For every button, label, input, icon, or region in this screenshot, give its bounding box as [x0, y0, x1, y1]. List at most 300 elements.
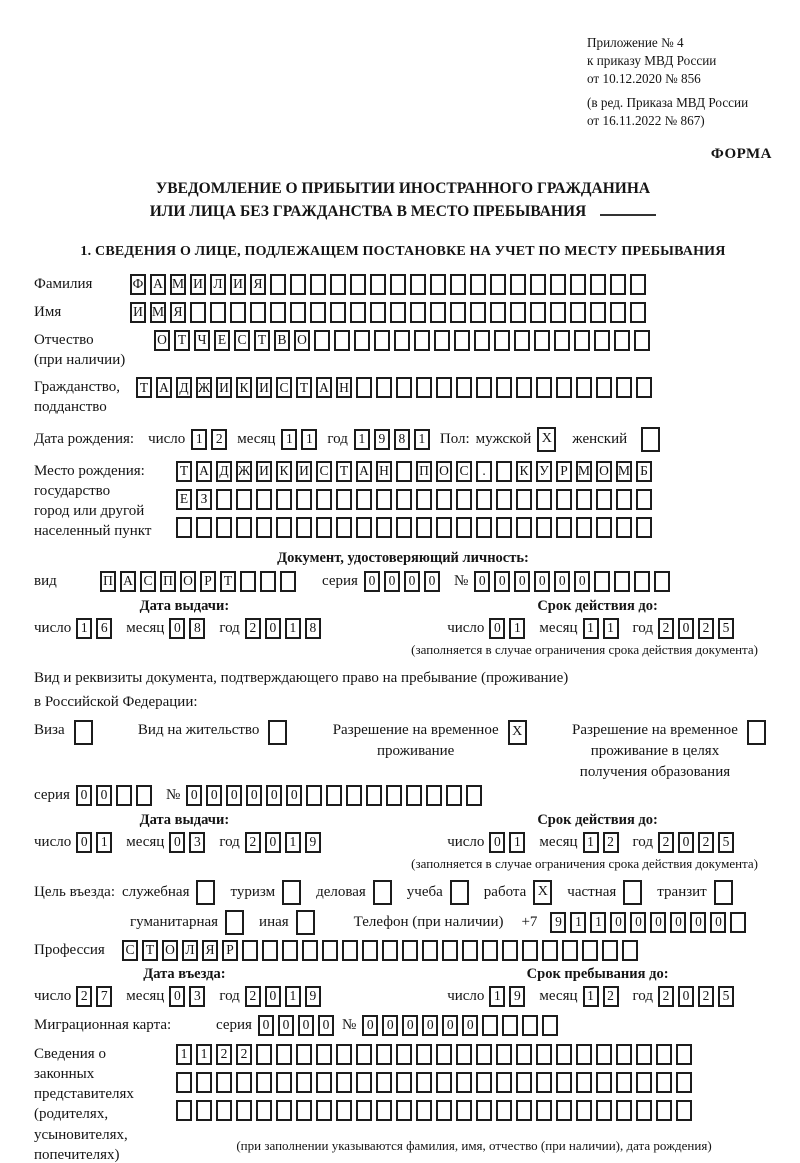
char-cell[interactable]: [522, 940, 538, 961]
checkbox-cell[interactable]: [747, 720, 766, 745]
char-cell[interactable]: [596, 1072, 612, 1093]
char-cell[interactable]: 0: [690, 912, 706, 933]
char-cell[interactable]: [530, 274, 546, 295]
char-cell[interactable]: С: [234, 330, 250, 351]
char-cell[interactable]: [482, 940, 498, 961]
char-cell[interactable]: [406, 785, 422, 806]
char-cell[interactable]: 6: [96, 618, 112, 639]
char-cell[interactable]: О: [162, 940, 178, 961]
char-cell[interactable]: [454, 330, 470, 351]
checkbox-cell[interactable]: X: [508, 720, 527, 745]
char-cell[interactable]: [416, 377, 432, 398]
char-cell[interactable]: 2: [698, 832, 714, 853]
char-cell[interactable]: [196, 1072, 212, 1093]
char-cell[interactable]: [570, 302, 586, 323]
char-cell[interactable]: [496, 1100, 512, 1121]
char-cell[interactable]: А: [196, 461, 212, 482]
char-cell[interactable]: [176, 517, 192, 538]
char-cell[interactable]: [556, 1100, 572, 1121]
char-cell[interactable]: [396, 461, 412, 482]
char-cell[interactable]: 7: [96, 986, 112, 1007]
char-cell[interactable]: [240, 571, 256, 592]
char-cell[interactable]: [556, 489, 572, 510]
char-cell[interactable]: 0: [710, 912, 726, 933]
char-cell[interactable]: [476, 1044, 492, 1065]
char-cell[interactable]: [322, 940, 338, 961]
char-cell[interactable]: [262, 940, 278, 961]
char-cell[interactable]: [556, 1072, 572, 1093]
char-cell[interactable]: 0: [169, 618, 185, 639]
char-cell[interactable]: Ж: [236, 461, 252, 482]
char-cell[interactable]: Т: [254, 330, 270, 351]
char-cell[interactable]: 1: [570, 912, 586, 933]
char-cell[interactable]: [476, 517, 492, 538]
char-cell[interactable]: И: [216, 377, 232, 398]
char-cell[interactable]: А: [356, 461, 372, 482]
char-cell[interactable]: [422, 940, 438, 961]
char-cell[interactable]: [456, 1044, 472, 1065]
char-cell[interactable]: [410, 274, 426, 295]
char-cell[interactable]: [596, 1100, 612, 1121]
char-cell[interactable]: [656, 1100, 672, 1121]
char-cell[interactable]: О: [154, 330, 170, 351]
char-cell[interactable]: [476, 1072, 492, 1093]
char-cell[interactable]: [382, 940, 398, 961]
checkbox-cell[interactable]: [196, 880, 215, 905]
char-cell[interactable]: [446, 785, 462, 806]
char-cell[interactable]: [302, 940, 318, 961]
char-cell[interactable]: [176, 1100, 192, 1121]
char-cell[interactable]: 0: [610, 912, 626, 933]
char-cell[interactable]: [574, 330, 590, 351]
char-cell[interactable]: [554, 330, 570, 351]
char-cell[interactable]: [390, 302, 406, 323]
char-cell[interactable]: Т: [142, 940, 158, 961]
char-cell[interactable]: [116, 785, 132, 806]
char-cell[interactable]: 1: [176, 1044, 192, 1065]
char-cell[interactable]: [516, 377, 532, 398]
char-cell[interactable]: 0: [384, 571, 400, 592]
char-cell[interactable]: [450, 302, 466, 323]
checkbox-cell[interactable]: [714, 880, 733, 905]
char-cell[interactable]: Ч: [194, 330, 210, 351]
char-cell[interactable]: [336, 489, 352, 510]
char-cell[interactable]: [630, 274, 646, 295]
char-cell[interactable]: 0: [424, 571, 440, 592]
char-cell[interactable]: [316, 517, 332, 538]
char-cell[interactable]: [196, 1100, 212, 1121]
char-cell[interactable]: Д: [216, 461, 232, 482]
char-cell[interactable]: [416, 1072, 432, 1093]
char-cell[interactable]: Н: [376, 461, 392, 482]
char-cell[interactable]: [216, 1072, 232, 1093]
char-cell[interactable]: [490, 302, 506, 323]
char-cell[interactable]: Я: [202, 940, 218, 961]
char-cell[interactable]: [290, 274, 306, 295]
char-cell[interactable]: З: [196, 489, 212, 510]
char-cell[interactable]: [390, 274, 406, 295]
char-cell[interactable]: [316, 1072, 332, 1093]
char-cell[interactable]: 0: [169, 832, 185, 853]
char-cell[interactable]: [656, 1044, 672, 1065]
char-cell[interactable]: С: [316, 461, 332, 482]
char-cell[interactable]: [496, 1044, 512, 1065]
char-cell[interactable]: 5: [718, 986, 734, 1007]
char-cell[interactable]: [236, 1072, 252, 1093]
char-cell[interactable]: [354, 330, 370, 351]
char-cell[interactable]: Т: [220, 571, 236, 592]
checkbox-cell[interactable]: [623, 880, 642, 905]
char-cell[interactable]: А: [316, 377, 332, 398]
char-cell[interactable]: [282, 940, 298, 961]
checkbox-cell[interactable]: X: [537, 427, 556, 452]
char-cell[interactable]: 9: [509, 986, 525, 1007]
char-cell[interactable]: [510, 302, 526, 323]
char-cell[interactable]: [550, 302, 566, 323]
char-cell[interactable]: [362, 940, 378, 961]
checkbox-cell[interactable]: [268, 720, 287, 745]
char-cell[interactable]: [296, 1100, 312, 1121]
char-cell[interactable]: [476, 489, 492, 510]
char-cell[interactable]: [374, 330, 390, 351]
char-cell[interactable]: [516, 1044, 532, 1065]
char-cell[interactable]: 0: [206, 785, 222, 806]
char-cell[interactable]: С: [122, 940, 138, 961]
char-cell[interactable]: [522, 1015, 538, 1036]
char-cell[interactable]: [306, 785, 322, 806]
char-cell[interactable]: Е: [176, 489, 192, 510]
char-cell[interactable]: [236, 1100, 252, 1121]
char-cell[interactable]: [594, 571, 610, 592]
char-cell[interactable]: 0: [574, 571, 590, 592]
char-cell[interactable]: 2: [603, 832, 619, 853]
char-cell[interactable]: [590, 274, 606, 295]
char-cell[interactable]: 0: [534, 571, 550, 592]
char-cell[interactable]: 2: [236, 1044, 252, 1065]
char-cell[interactable]: 1: [191, 429, 207, 450]
char-cell[interactable]: С: [140, 571, 156, 592]
char-cell[interactable]: [356, 517, 372, 538]
char-cell[interactable]: [496, 461, 512, 482]
char-cell[interactable]: Я: [170, 302, 186, 323]
char-cell[interactable]: [536, 377, 552, 398]
char-cell[interactable]: [436, 489, 452, 510]
char-cell[interactable]: [242, 940, 258, 961]
char-cell[interactable]: И: [230, 274, 246, 295]
char-cell[interactable]: 2: [245, 986, 261, 1007]
char-cell[interactable]: 1: [590, 912, 606, 933]
char-cell[interactable]: 0: [422, 1015, 438, 1036]
char-cell[interactable]: [556, 517, 572, 538]
char-cell[interactable]: 2: [245, 618, 261, 639]
char-cell[interactable]: Е: [214, 330, 230, 351]
char-cell[interactable]: И: [190, 274, 206, 295]
char-cell[interactable]: [536, 1072, 552, 1093]
char-cell[interactable]: Т: [336, 461, 352, 482]
char-cell[interactable]: [256, 489, 272, 510]
char-cell[interactable]: [136, 785, 152, 806]
char-cell[interactable]: [636, 1072, 652, 1093]
char-cell[interactable]: [676, 1044, 692, 1065]
char-cell[interactable]: [426, 785, 442, 806]
char-cell[interactable]: [616, 377, 632, 398]
char-cell[interactable]: [236, 517, 252, 538]
char-cell[interactable]: [330, 274, 346, 295]
char-cell[interactable]: [496, 517, 512, 538]
char-cell[interactable]: [314, 330, 330, 351]
char-cell[interactable]: [430, 302, 446, 323]
char-cell[interactable]: 0: [96, 785, 112, 806]
char-cell[interactable]: [482, 1015, 498, 1036]
char-cell[interactable]: [434, 330, 450, 351]
checkbox-cell[interactable]: [373, 880, 392, 905]
char-cell[interactable]: [276, 489, 292, 510]
char-cell[interactable]: [596, 377, 612, 398]
char-cell[interactable]: [462, 940, 478, 961]
char-cell[interactable]: 1: [96, 832, 112, 853]
char-cell[interactable]: 0: [246, 785, 262, 806]
char-cell[interactable]: [276, 1100, 292, 1121]
char-cell[interactable]: 2: [76, 986, 92, 1007]
char-cell[interactable]: 9: [374, 429, 390, 450]
char-cell[interactable]: И: [296, 461, 312, 482]
char-cell[interactable]: [350, 302, 366, 323]
char-cell[interactable]: [356, 377, 372, 398]
char-cell[interactable]: 1: [583, 618, 599, 639]
char-cell[interactable]: [356, 1072, 372, 1093]
char-cell[interactable]: [356, 489, 372, 510]
char-cell[interactable]: [516, 1100, 532, 1121]
char-cell[interactable]: 1: [414, 429, 430, 450]
char-cell[interactable]: [176, 1072, 192, 1093]
char-cell[interactable]: [634, 330, 650, 351]
char-cell[interactable]: 0: [226, 785, 242, 806]
char-cell[interactable]: [676, 1100, 692, 1121]
char-cell[interactable]: 0: [678, 618, 694, 639]
char-cell[interactable]: [614, 330, 630, 351]
char-cell[interactable]: 1: [285, 618, 301, 639]
char-cell[interactable]: 0: [402, 1015, 418, 1036]
char-cell[interactable]: 1: [281, 429, 297, 450]
char-cell[interactable]: [456, 1100, 472, 1121]
char-cell[interactable]: 0: [258, 1015, 274, 1036]
char-cell[interactable]: [296, 517, 312, 538]
char-cell[interactable]: [616, 1072, 632, 1093]
char-cell[interactable]: [414, 330, 430, 351]
char-cell[interactable]: [494, 330, 510, 351]
char-cell[interactable]: Д: [176, 377, 192, 398]
char-cell[interactable]: [316, 1044, 332, 1065]
char-cell[interactable]: 1: [76, 618, 92, 639]
char-cell[interactable]: [230, 302, 246, 323]
char-cell[interactable]: [410, 302, 426, 323]
char-cell[interactable]: [450, 274, 466, 295]
char-cell[interactable]: [356, 1100, 372, 1121]
char-cell[interactable]: 8: [189, 618, 205, 639]
checkbox-cell[interactable]: [74, 720, 93, 745]
char-cell[interactable]: Н: [336, 377, 352, 398]
char-cell[interactable]: [470, 302, 486, 323]
char-cell[interactable]: А: [120, 571, 136, 592]
char-cell[interactable]: [562, 940, 578, 961]
char-cell[interactable]: [196, 517, 212, 538]
char-cell[interactable]: 1: [354, 429, 370, 450]
char-cell[interactable]: [570, 274, 586, 295]
char-cell[interactable]: [436, 1044, 452, 1065]
char-cell[interactable]: [370, 302, 386, 323]
char-cell[interactable]: [256, 517, 272, 538]
char-cell[interactable]: [470, 274, 486, 295]
char-cell[interactable]: [256, 1044, 272, 1065]
char-cell[interactable]: Ф: [130, 274, 146, 295]
char-cell[interactable]: [442, 940, 458, 961]
char-cell[interactable]: [656, 1072, 672, 1093]
char-cell[interactable]: [316, 489, 332, 510]
char-cell[interactable]: П: [160, 571, 176, 592]
char-cell[interactable]: [550, 274, 566, 295]
char-cell[interactable]: [496, 489, 512, 510]
char-cell[interactable]: Р: [222, 940, 238, 961]
char-cell[interactable]: [330, 302, 346, 323]
char-cell[interactable]: 0: [286, 785, 302, 806]
char-cell[interactable]: 2: [216, 1044, 232, 1065]
char-cell[interactable]: [676, 1072, 692, 1093]
char-cell[interactable]: [456, 1072, 472, 1093]
char-cell[interactable]: [276, 1044, 292, 1065]
char-cell[interactable]: М: [576, 461, 592, 482]
char-cell[interactable]: К: [236, 377, 252, 398]
char-cell[interactable]: [430, 274, 446, 295]
char-cell[interactable]: 1: [603, 618, 619, 639]
char-cell[interactable]: 2: [245, 832, 261, 853]
char-cell[interactable]: [556, 1044, 572, 1065]
char-cell[interactable]: [336, 517, 352, 538]
char-cell[interactable]: [536, 1100, 552, 1121]
char-cell[interactable]: [616, 517, 632, 538]
char-cell[interactable]: [316, 1100, 332, 1121]
char-cell[interactable]: В: [274, 330, 290, 351]
char-cell[interactable]: [654, 571, 670, 592]
char-cell[interactable]: 1: [285, 986, 301, 1007]
char-cell[interactable]: [534, 330, 550, 351]
char-cell[interactable]: 2: [211, 429, 227, 450]
char-cell[interactable]: [396, 1044, 412, 1065]
char-cell[interactable]: [276, 1072, 292, 1093]
char-cell[interactable]: Т: [296, 377, 312, 398]
char-cell[interactable]: К: [516, 461, 532, 482]
char-cell[interactable]: [456, 489, 472, 510]
char-cell[interactable]: [416, 1100, 432, 1121]
char-cell[interactable]: [256, 1100, 272, 1121]
char-cell[interactable]: [280, 571, 296, 592]
char-cell[interactable]: 1: [301, 429, 317, 450]
char-cell[interactable]: [326, 785, 342, 806]
char-cell[interactable]: 0: [514, 571, 530, 592]
char-cell[interactable]: 0: [670, 912, 686, 933]
char-cell[interactable]: И: [256, 377, 272, 398]
char-cell[interactable]: 9: [305, 832, 321, 853]
char-cell[interactable]: 5: [718, 618, 734, 639]
char-cell[interactable]: [386, 785, 402, 806]
char-cell[interactable]: [416, 517, 432, 538]
char-cell[interactable]: [476, 1100, 492, 1121]
char-cell[interactable]: Б: [636, 461, 652, 482]
char-cell[interactable]: [590, 302, 606, 323]
checkbox-cell[interactable]: [225, 910, 244, 935]
char-cell[interactable]: [496, 377, 512, 398]
char-cell[interactable]: С: [276, 377, 292, 398]
char-cell[interactable]: 0: [678, 832, 694, 853]
char-cell[interactable]: [616, 1044, 632, 1065]
char-cell[interactable]: М: [616, 461, 632, 482]
checkbox-cell[interactable]: X: [533, 880, 552, 905]
char-cell[interactable]: 0: [362, 1015, 378, 1036]
char-cell[interactable]: 1: [285, 832, 301, 853]
char-cell[interactable]: .: [476, 461, 492, 482]
char-cell[interactable]: [396, 489, 412, 510]
char-cell[interactable]: Р: [200, 571, 216, 592]
char-cell[interactable]: К: [276, 461, 292, 482]
char-cell[interactable]: 0: [442, 1015, 458, 1036]
char-cell[interactable]: [376, 489, 392, 510]
char-cell[interactable]: [602, 940, 618, 961]
char-cell[interactable]: 0: [169, 986, 185, 1007]
char-cell[interactable]: [516, 517, 532, 538]
char-cell[interactable]: [542, 940, 558, 961]
char-cell[interactable]: [402, 940, 418, 961]
char-cell[interactable]: [190, 302, 206, 323]
char-cell[interactable]: [336, 1072, 352, 1093]
char-cell[interactable]: [636, 489, 652, 510]
char-cell[interactable]: [250, 302, 266, 323]
char-cell[interactable]: [576, 1072, 592, 1093]
char-cell[interactable]: [576, 1100, 592, 1121]
checkbox-cell[interactable]: [641, 427, 660, 452]
char-cell[interactable]: [346, 785, 362, 806]
char-cell[interactable]: [376, 517, 392, 538]
char-cell[interactable]: Т: [174, 330, 190, 351]
char-cell[interactable]: 9: [550, 912, 566, 933]
char-cell[interactable]: [366, 785, 382, 806]
char-cell[interactable]: 0: [278, 1015, 294, 1036]
char-cell[interactable]: У: [536, 461, 552, 482]
char-cell[interactable]: [416, 1044, 432, 1065]
checkbox-cell[interactable]: [450, 880, 469, 905]
char-cell[interactable]: 0: [76, 785, 92, 806]
char-cell[interactable]: 1: [509, 832, 525, 853]
char-cell[interactable]: [256, 1072, 272, 1093]
char-cell[interactable]: [576, 517, 592, 538]
char-cell[interactable]: [636, 1044, 652, 1065]
char-cell[interactable]: 8: [394, 429, 410, 450]
char-cell[interactable]: [516, 489, 532, 510]
char-cell[interactable]: [536, 517, 552, 538]
char-cell[interactable]: [610, 274, 626, 295]
char-cell[interactable]: 0: [364, 571, 380, 592]
char-cell[interactable]: [456, 377, 472, 398]
char-cell[interactable]: [630, 302, 646, 323]
char-cell[interactable]: [510, 274, 526, 295]
char-cell[interactable]: [636, 1100, 652, 1121]
char-cell[interactable]: [342, 940, 358, 961]
char-cell[interactable]: [436, 377, 452, 398]
char-cell[interactable]: [436, 1072, 452, 1093]
char-cell[interactable]: [396, 377, 412, 398]
char-cell[interactable]: [416, 489, 432, 510]
char-cell[interactable]: [376, 1100, 392, 1121]
char-cell[interactable]: А: [156, 377, 172, 398]
char-cell[interactable]: [270, 302, 286, 323]
